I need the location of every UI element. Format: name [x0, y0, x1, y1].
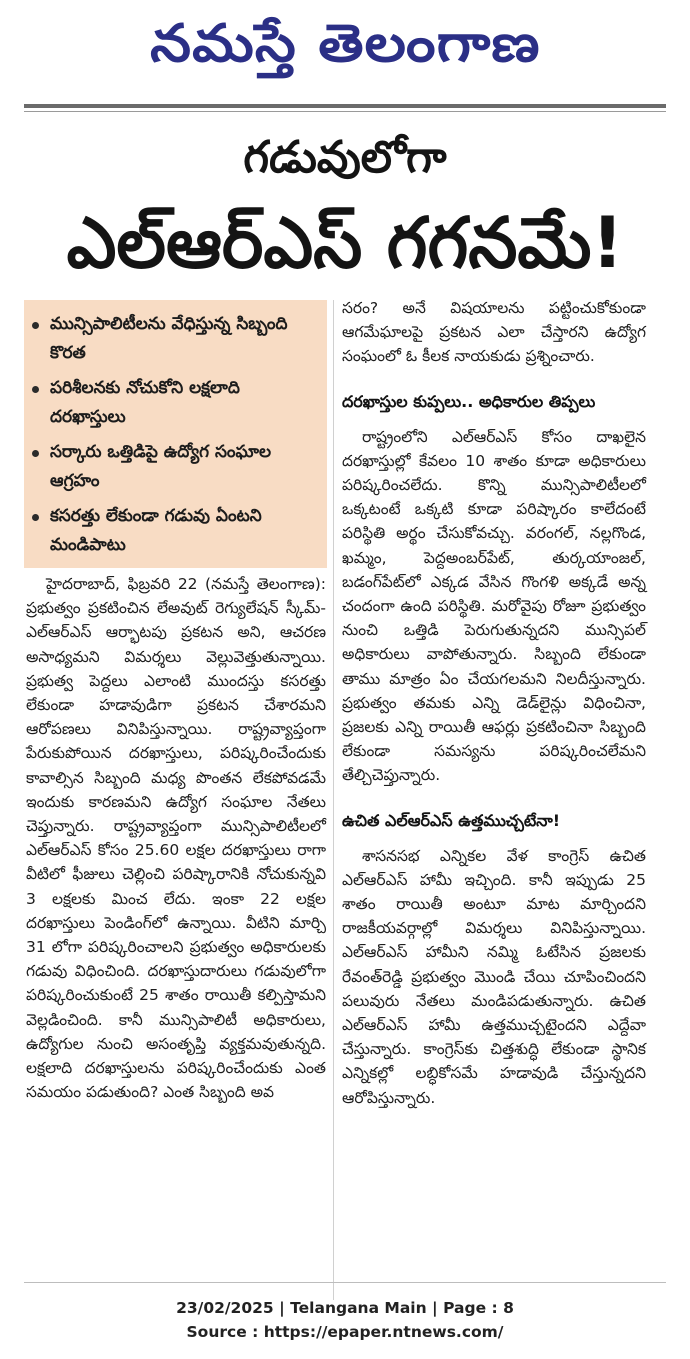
highlight-item	[32, 310, 317, 368]
left-column	[26, 572, 326, 1104]
highlight-item	[32, 374, 317, 432]
body-paragraph: రాష్ట్రంలోని ఎల్‌ఆర్‌ఎస్‌ కోసం దాఖలైన దరఖాస్తుల్లో కేవలం 10 శాతం కూడా అధికారులు పరిష్కరించలేదు. కొన్ని మున్సిపాలిటీలలో ఒక్కటంటే ఒక్కటి కూడా పరిష్కారం కాలేదంటే పరిస్థితి అర్థం చేసుకోవచ్చు. వరంగల్‌, నల్లగొండ, ఖమ్మం, పెద్దఅంబర్‌పేట్‌, తుర్కయాంజల్‌, బడంగ్‌పేట్‌లో ఎక్కడ వేసిన గొంగళి అక్కడే అన్న చందంగా ఉంది పరిస్థితి. మరోవైపు రోజూ ప్రభుత్వం నుంచి ఒత్తిడి పెరుగుతున్నదని మున్సిపల్‌ అధికారులు వాపోతున్నారు. సిబ్బంది లేకుండా తాము మాత్రం ఏం చేయగలమని నిలదీస్తున్నారు. ప్రభుత్వం తమకు ఎన్ని డెడ్‌లైన్లు విధించినా, ప్రజలకు ఎన్ని రాయితీ ఆఫర్లు ప్రకటించినా సిబ్బంది లేకుండా సమస్యను పరిష్కరించలేమని తేల్చిచెప్తున్నారు.	[342, 427, 646, 785]
bullet-icon	[32, 514, 39, 521]
masthead	[0, 4, 690, 90]
body-paragraph: శాసనసభ ఎన్నికల వేళ కాంగ్రెస్‌ ఉచిత ఎల్‌ఆర్‌ఎస్‌ హామీ ఇచ్చింది. కానీ ఇప్పుడు 25 శాతం రాయితీ అంటూ మాట మార్చిందని రాజకీయవర్గాల్లో విమర్శలు వినిపిస్తున్నాయి. ఎల్‌ఆర్‌ఎస్‌ హామీని నమ్మి ఓటేసిన ప్రజలకు రేవంత్‌రెడ్డి ప్రభుత్వం మొండి చేయి చూపించిందని పలువురు నేతలు మండిపడుతున్నారు. ఉచిత ఎల్‌ఆర్‌ఎస్‌ హామీ ఉత్తముచ్చటైందని ఎద్దేవా చేస్తున్నారు. కాంగ్రెస్‌కు చిత్తశుద్ధి లేకుండా స్థానిక ఎన్నికల్లో లబ్ధికోసమే హడావుడి చేస్తున్నదని ఆరోపిస్తున్నారు.	[342, 846, 646, 1107]
highlight-text: సర్కారు ఒత్తిడిపై ఉద్యోగ సంఘాల ఆగ్రహం	[50, 442, 272, 491]
section-subhead: ఉచిత ఎల్‌ఆర్‌ఎస్‌ ఉత్తముచ్చటేనా!	[342, 810, 561, 830]
bullet-icon	[32, 450, 39, 457]
newspaper-logo: నమస్తే తెలంగాణ	[149, 14, 541, 74]
bullet-icon	[32, 322, 39, 329]
body-paragraph: సరం? అనే విషయాలను పట్టించుకోకుండా ఆగమేఘాలపై ప్రకటన ఎలా చేస్తారని ఉద్యోగ సంఘంలో ఓ కీలక నాయకుడు ప్రశ్నించారు.	[342, 299, 646, 366]
highlights-box	[24, 300, 327, 568]
highlight-item	[32, 438, 317, 496]
highlight-text: పరిశీలనకు నోచుకోని లక్షలాది దరఖాస్తులు	[50, 378, 240, 427]
highlight-item	[32, 502, 317, 560]
highlight-text: మున్సిపాలిటీలను వేధిస్తున్న సిబ్బంది కొరత	[50, 314, 288, 363]
footer-source: Source : https://epaper.ntnews.com/	[186, 1323, 504, 1341]
bullet-icon	[32, 386, 39, 393]
article-headline: ఎల్‌ఆర్‌ఎస్‌ గగనమే!	[66, 202, 624, 284]
right-column	[342, 296, 646, 1110]
highlight-text: కసరత్తు లేకుండా గడువు ఏంటని మండిపాటు	[50, 506, 262, 555]
masthead-rule-thin	[24, 111, 666, 112]
column-divider	[333, 300, 334, 1300]
footer-rule	[24, 1282, 666, 1283]
masthead-rule	[24, 104, 666, 108]
section-subhead: దరఖాస్తుల కుప్పలు.. అధికారుల తిప్పలు	[342, 391, 596, 411]
article-kicker: గడువులోగా	[243, 132, 447, 183]
footer-edition-info: 23/02/2025 | Telangana Main | Page : 8	[176, 1299, 514, 1317]
body-paragraph: హైదరాబాద్‌, ఫిబ్రవరి 22 (నమస్తే తెలంగాణ): ప్రభుత్వం ప్రకటించిన లేఅవుట్‌ రెగ్యులేషన్‌ స్కీమ్‌-ఎల్‌ఆర్‌ఎస్‌ ఆర్భాటపు ప్రకటన అని, ఆచరణ అసాధ్యమని విమర్శలు వెల్లువెత్తుతున్నాయి. ప్రభుత్వ పెద్దలు ఎలాంటి ముందస్తు కసరత్తు లేకుండా హడావుడిగా ప్రకటన చేశారమని ఆరోపణలు వినిపిస్తున్నాయి. రాష్ట్రవ్యాప్తంగా పేరుకుపోయిన దరఖాస్తులు, పరిష్కరించేందుకు కావాల్సిన సిబ్బంది మధ్య పొంతన లేకపోవడమే ఇందుకు కారణమని ఉద్యోగ సంఘాల నేతలు చెప్తున్నారు. రాష్ట్రవ్యాప్తంగా మున్సిపాలిటీలలో ఎల్‌ఆర్‌ఎస్‌ కోసం 25.60 లక్షల దరఖాస్తులు రాగా వీటిలో ఫీజులు చెల్లించి పరిష్కారానికి నోచుకున్నవి 3 లక్షలకు మించ లేదు. ఇంకా 22 లక్షల దరఖాస్తులు పెండింగ్‌లో ఉన్నాయి. వీటిని మార్చి 31 లోగా పరిష్కరించాలని ప్రభుత్వం అధికారులకు గడువు విధించింది. దరఖాస్తుదారులు గడువులోగా పరిష్కరించుకుంటే 25 శాతం రాయితీ కల్పిస్తామని వెల్లడించింది. కానీ మున్సిపాలిటీ అధికారులు, ఉద్యోగుల నుంచి అసంతృప్తి వ్యక్తమవుతున్నది. లక్షలాది దరఖాస్తులను పరిష్కరించేందుకు ఎంత సమయం పడుతుంది? ఎంత సిబ్బంది అవ	[26, 575, 326, 1102]
page-footer	[0, 1296, 690, 1344]
